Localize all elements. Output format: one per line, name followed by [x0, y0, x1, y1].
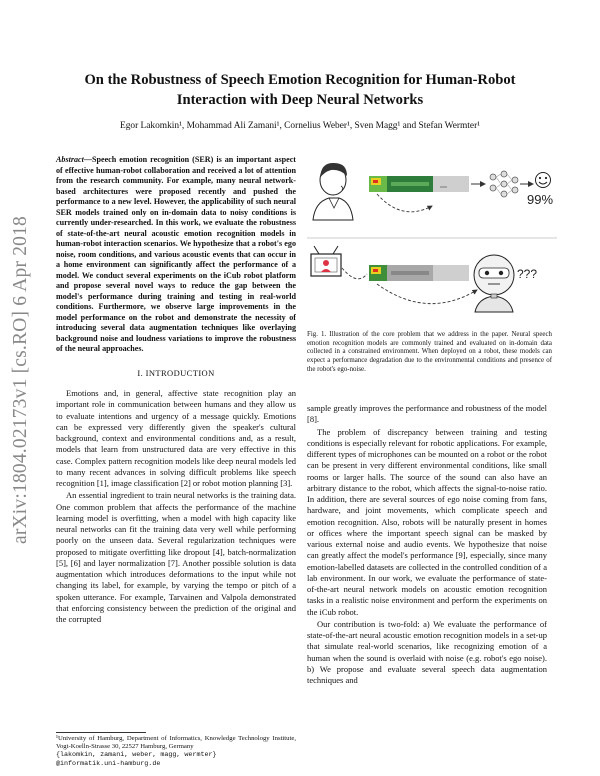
- abstract-body: —Speech emotion recognition (SER) is an important aspect of effective human-robot collaboration and received a lot of attention from the research community. For example, many neural network-based architectures were proposed recently and pushed the performance to a new level. However, the applicability of such neural SER models trained only on in-domain data to noisy conditions is currently under-researched. In this work, we evaluate the robustness of state-of-the-art neural acoustic emotion recognition models in human-robot interaction scenarios. We hypothesize that a robot's ego noise, room conditions, and various acoustic events that can occur in a home environment can significantly affect the performance of a model. We conduct several experiments on the iCub robot platform and propose several novel ways to reduce the gap between the model's performance during training and testing in real-world conditions. Furthermore, we observe large improvements in the model performance on the robot and demonstrate the necessity of introducing several data augmentation techniques like overlaying background noise and loudness variations to improve the robustness of the neural approaches.: [56, 155, 296, 353]
- confidence-label: 99%: [527, 192, 554, 207]
- right-paragraph-0: sample greatly improves the performance and robustness of the model [8].: [307, 403, 547, 425]
- section-heading: I. INTRODUCTION: [137, 368, 215, 378]
- neural-network-icon: [490, 171, 518, 197]
- intro-paragraph-1: Emotions and, in general, affective state recognition play an important role in communication between humans and they allow us to evaluate intentions and urgency of a message quickly. Emotions can be expressed very differently given the speaker's cultural background, context and environmental conditions and, as a result, models that learn from unstructured data are very effective in this case. Complex pattern recognition models like deep neural models led to many recent advances in solving difficult problems like speech recognition [1], image classification [2] or robot motion planning [3].: [56, 388, 296, 488]
- clean-spectrogram: [369, 176, 469, 192]
- tv-icon: [311, 246, 341, 276]
- footnote: [56, 735, 296, 768]
- right-paragraph-2: Our contribution is two-fold: a) We evaluate the performance of state-of-the-art neural acoustic emotion recognition models in a set-up that simulate real-world scenarios, like recognizing emotion of a human when the sound is overlaid with noise (e.g. robot's ego noise). b) We propose and evaluate several speech data augmentation techniques and: [307, 618, 547, 685]
- right-column-text: [307, 403, 547, 687]
- figure-caption: Fig. 1. Illustration of the core problem that we address in the paper. Neural speech emotion recognition models are commonly trained and evaluated on in-domain data collected in a constrained environment. When deployed on a robot, these models can expect a performance degradation due to the environmental conditions and presence of the robot's ego-noise.: [307, 331, 552, 373]
- footnote-affiliation: ¹University of Hamburg, Department of Informatics, Knowledge Technology Institute, Vogt-Koelln-Strasse 30, 22527 Hamburg, Germany: [56, 735, 296, 751]
- abstract: [56, 155, 296, 355]
- title-line-1: On the Robustness of Speech Emotion Recognition for Human-Robot: [84, 72, 516, 88]
- title-line-2: Interaction with Deep Neural Networks: [176, 91, 424, 108]
- footnote-email-1: {lakomkin, zamani, weber, magg, wermter}: [56, 751, 217, 760]
- robot-icon: [474, 255, 514, 312]
- arxiv-sidebar: [6, 200, 36, 560]
- author-list: Egor Lakomkin¹, Mohammad Ali Zamani¹, Cornelius Weber¹, Sven Magg¹ and Stefan Wermter¹: [119, 121, 481, 131]
- happy-face-icon: [536, 173, 551, 188]
- unknown-label: ???: [517, 267, 538, 281]
- dashed-arrow-icon: [377, 194, 432, 212]
- footnote-email-2: @informatik.uni-hamburg.de: [56, 759, 161, 768]
- dashed-arrow-icon: [377, 284, 477, 304]
- abstract-lead: Abstract: [56, 155, 84, 164]
- paper-title: [40, 71, 560, 110]
- arxiv-stamp: arXiv:1804.02173v1 [cs.RO] 6 Apr 2018: [10, 215, 31, 545]
- figure-illustration: [307, 150, 557, 335]
- introduction-text: [56, 388, 296, 626]
- noisy-spectrogram: [369, 265, 469, 281]
- dashed-arrow-icon: [342, 268, 367, 279]
- intro-paragraph-2: An essential ingredient to train neural networks is the training data. One common problem that affects the performance of the machine learning model is overfitting, when a model with high capacity like neural networks can fit the training data very well while performing poorly on the unseen data. Several regularization techniques were proposed to mitigate overfitting like dropout [4], batch-normalization [5], [6] and layer normalization [7]. Another possible solution is data augmentation which introduces deformations to the input while not changing its label, for example, by varying the tempo or pitch of a spoken utterance. For example, Tarvainen and Valpola demonstrated that enforcing consistency between the prediction of the original and the corrupted: [56, 490, 296, 624]
- footnote-rule: [56, 732, 146, 733]
- human-figure-icon: [313, 163, 353, 220]
- right-paragraph-1: The problem of discrepancy between training and testing conditions is especially relevant for robotic applications. For example, different types of microphones can be mounted on a robot or the robot can be present in very different environmental conditions, like small rooms or larger halls. The source of the sound can also have an arbitrary distance to the robot, which affects the signal-to-noise ratio. In addition, there are several sources of ego noise coming from fans, hardware, and joint movements, which complicate speech and emotion recognition. Also, robots will be naturally present in homes or offices where the important speech signal can be masked by various external noise and audio events. We hypothesize that noise can greatly affect the model's performance [9], especially, since many emotion-labelled datasets are collected in the controlled condition of a lab environment. In our work, we evaluate the performance of state-of-the-art neural network models on acoustic emotion recognition tasks in a realistic noise environment and perform the experiments on the iCub robot.: [307, 426, 547, 617]
